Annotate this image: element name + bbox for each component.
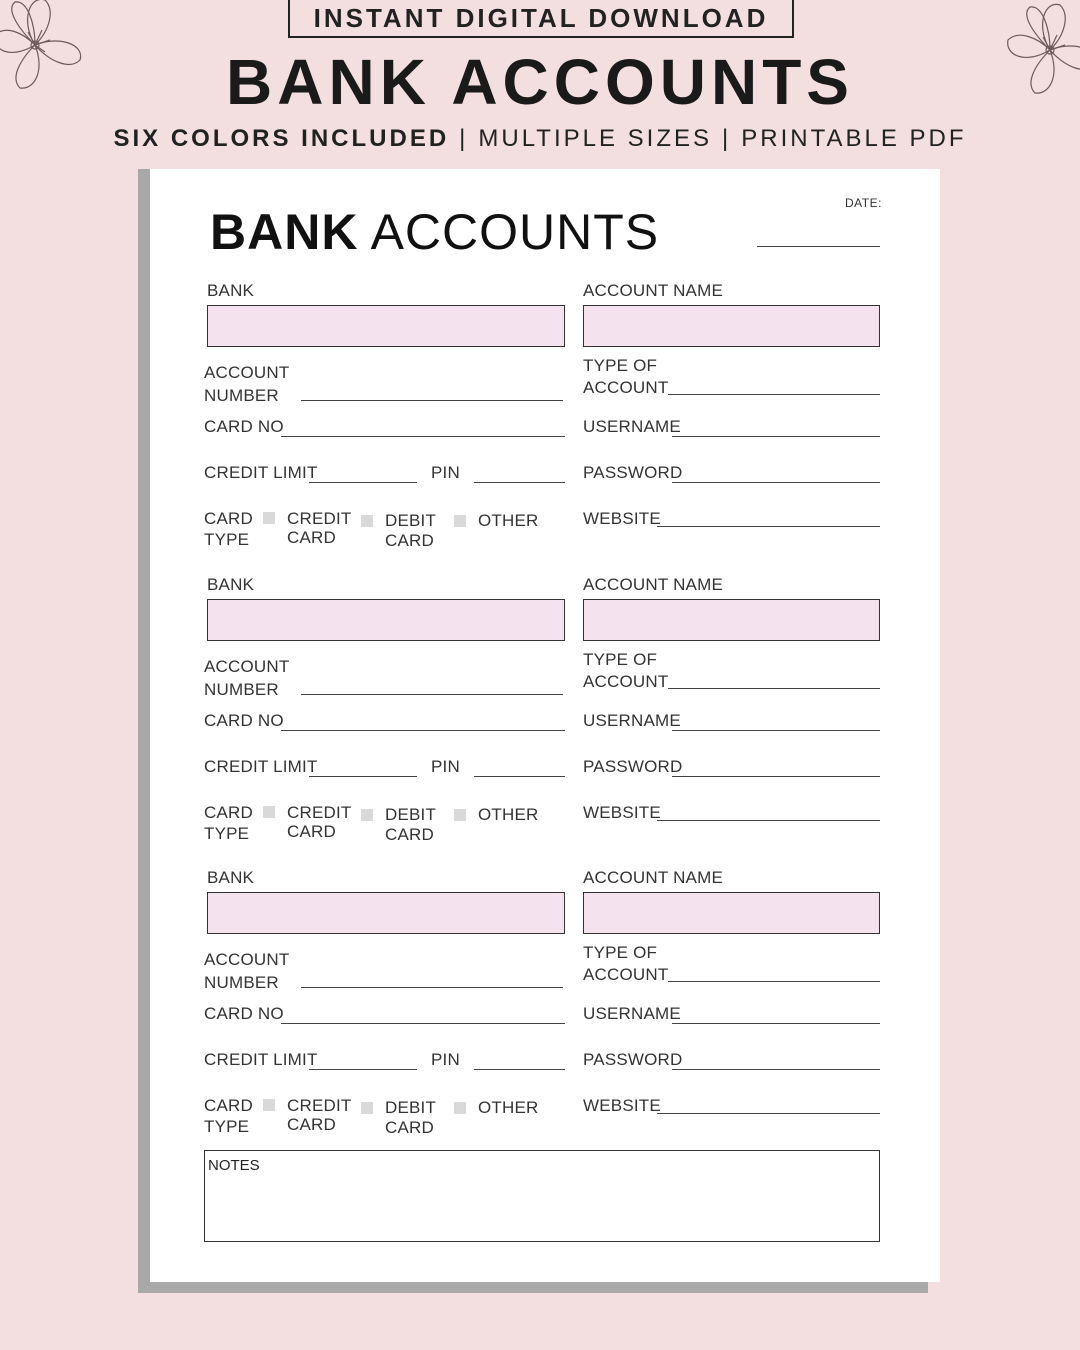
type-of-account-label-2: ACCOUNT bbox=[583, 672, 669, 691]
pin-label: PIN bbox=[431, 1050, 460, 1069]
credit-card-label-1: CREDIT bbox=[287, 803, 352, 822]
sheet-title-bold: BANK bbox=[210, 204, 359, 260]
account-number-label-2: NUMBER bbox=[204, 386, 279, 405]
account-name-label: ACCOUNT NAME bbox=[583, 281, 723, 300]
debit-card-checkbox[interactable] bbox=[361, 1102, 373, 1114]
account-name-label: ACCOUNT NAME bbox=[583, 575, 723, 594]
account-name-field[interactable] bbox=[583, 892, 880, 934]
account-block bbox=[150, 756, 940, 1136]
bank-label: BANK bbox=[207, 281, 255, 300]
sheet-title-light: ACCOUNTS bbox=[370, 204, 660, 260]
type-of-account-label-1: TYPE OF bbox=[583, 943, 658, 962]
credit-card-label-2: CARD bbox=[287, 1115, 336, 1134]
bank-label: BANK bbox=[207, 868, 255, 887]
account-number-line[interactable] bbox=[301, 987, 563, 988]
username-label: USERNAME bbox=[583, 711, 681, 730]
credit-card-checkbox[interactable] bbox=[263, 1099, 275, 1111]
other-checkbox[interactable] bbox=[454, 1102, 466, 1114]
subtitle-sizes: MULTIPLE SIZES bbox=[478, 125, 713, 152]
subtitle-colors: SIX COLORS INCLUDED bbox=[113, 125, 450, 152]
card-no-line[interactable] bbox=[281, 1023, 565, 1024]
username-label: USERNAME bbox=[583, 417, 681, 436]
printable-sheet bbox=[150, 169, 940, 1282]
account-number-label-1: ACCOUNT bbox=[204, 950, 290, 969]
card-type-label-1: CARD bbox=[204, 1096, 253, 1115]
account-number-label-2: NUMBER bbox=[204, 973, 279, 992]
instant-download-banner: INSTANT DIGITAL DOWNLOAD bbox=[288, 0, 794, 38]
debit-card-label-1: DEBIT bbox=[385, 511, 437, 530]
card-type-label-2: TYPE bbox=[204, 824, 250, 843]
account-number-line[interactable] bbox=[301, 694, 563, 695]
account-number-label-2: NUMBER bbox=[204, 680, 279, 699]
type-of-account-line[interactable] bbox=[668, 688, 880, 689]
type-of-account-label-1: TYPE OF bbox=[583, 356, 658, 375]
date-label: DATE: bbox=[845, 196, 882, 210]
type-of-account-label-2: ACCOUNT bbox=[583, 965, 669, 984]
credit-card-label-1: CREDIT bbox=[287, 1096, 352, 1115]
page-title: BANK ACCOUNTS bbox=[226, 46, 854, 118]
subtitle-pdf: PRINTABLE PDF bbox=[741, 125, 967, 152]
card-no-line[interactable] bbox=[281, 730, 565, 731]
debit-card-label-2: CARD bbox=[385, 531, 434, 550]
card-type-label-1: CARD bbox=[204, 509, 253, 528]
debit-card-label-1: DEBIT bbox=[385, 1098, 437, 1117]
credit-limit-label: CREDIT LIMIT bbox=[204, 463, 318, 482]
pin-label: PIN bbox=[431, 463, 460, 482]
other-label: OTHER bbox=[478, 805, 539, 824]
card-no-label: CARD NO bbox=[204, 1004, 284, 1023]
type-of-account-line[interactable] bbox=[668, 981, 880, 982]
credit-limit-label: CREDIT LIMIT bbox=[204, 757, 318, 776]
bank-field[interactable] bbox=[207, 599, 565, 641]
bank-label: BANK bbox=[207, 575, 255, 594]
username-line[interactable] bbox=[672, 436, 880, 437]
account-name-field[interactable] bbox=[583, 599, 880, 641]
card-no-line[interactable] bbox=[281, 436, 565, 437]
card-type-label-2: TYPE bbox=[204, 530, 250, 549]
account-number-label-1: ACCOUNT bbox=[204, 657, 290, 676]
credit-limit-line[interactable] bbox=[309, 1069, 417, 1070]
account-number-label-1: ACCOUNT bbox=[204, 363, 290, 382]
card-no-label: CARD NO bbox=[204, 711, 284, 730]
username-line[interactable] bbox=[672, 730, 880, 731]
notes-box[interactable] bbox=[204, 1150, 880, 1242]
website-label: WEBSITE bbox=[583, 509, 661, 528]
password-label: PASSWORD bbox=[583, 463, 683, 482]
bank-field[interactable] bbox=[207, 892, 565, 934]
other-label: OTHER bbox=[478, 1098, 539, 1117]
pin-label: PIN bbox=[431, 757, 460, 776]
account-name-label: ACCOUNT NAME bbox=[583, 868, 723, 887]
username-line[interactable] bbox=[672, 1023, 880, 1024]
credit-limit-label: CREDIT LIMIT bbox=[204, 1050, 318, 1069]
card-type-label-2: TYPE bbox=[204, 1117, 250, 1136]
website-label: WEBSITE bbox=[583, 1096, 661, 1115]
card-type-label-1: CARD bbox=[204, 803, 253, 822]
account-name-field[interactable] bbox=[583, 305, 880, 347]
debit-card-label-1: DEBIT bbox=[385, 805, 437, 824]
username-label: USERNAME bbox=[583, 1004, 681, 1023]
bank-field[interactable] bbox=[207, 305, 565, 347]
account-number-line[interactable] bbox=[301, 400, 563, 401]
type-of-account-label-1: TYPE OF bbox=[583, 650, 658, 669]
type-of-account-line[interactable] bbox=[668, 394, 880, 395]
password-label: PASSWORD bbox=[583, 757, 683, 776]
website-label: WEBSITE bbox=[583, 803, 661, 822]
password-line[interactable] bbox=[672, 1069, 880, 1070]
pin-line[interactable] bbox=[474, 1069, 565, 1070]
credit-card-label-1: CREDIT bbox=[287, 509, 352, 528]
credit-card-label-2: CARD bbox=[287, 822, 336, 841]
subtitle-separator: | bbox=[459, 125, 469, 152]
type-of-account-label-2: ACCOUNT bbox=[583, 378, 669, 397]
debit-card-label-2: CARD bbox=[385, 1118, 434, 1137]
subtitle-separator: | bbox=[722, 125, 732, 152]
other-label: OTHER bbox=[478, 511, 539, 530]
credit-card-label-2: CARD bbox=[287, 528, 336, 547]
subtitle bbox=[0, 124, 1080, 154]
password-label: PASSWORD bbox=[583, 1050, 683, 1069]
debit-card-label-2: CARD bbox=[385, 825, 434, 844]
notes-label: NOTES bbox=[208, 1157, 260, 1174]
website-line[interactable] bbox=[657, 1113, 880, 1114]
card-no-label: CARD NO bbox=[204, 417, 284, 436]
